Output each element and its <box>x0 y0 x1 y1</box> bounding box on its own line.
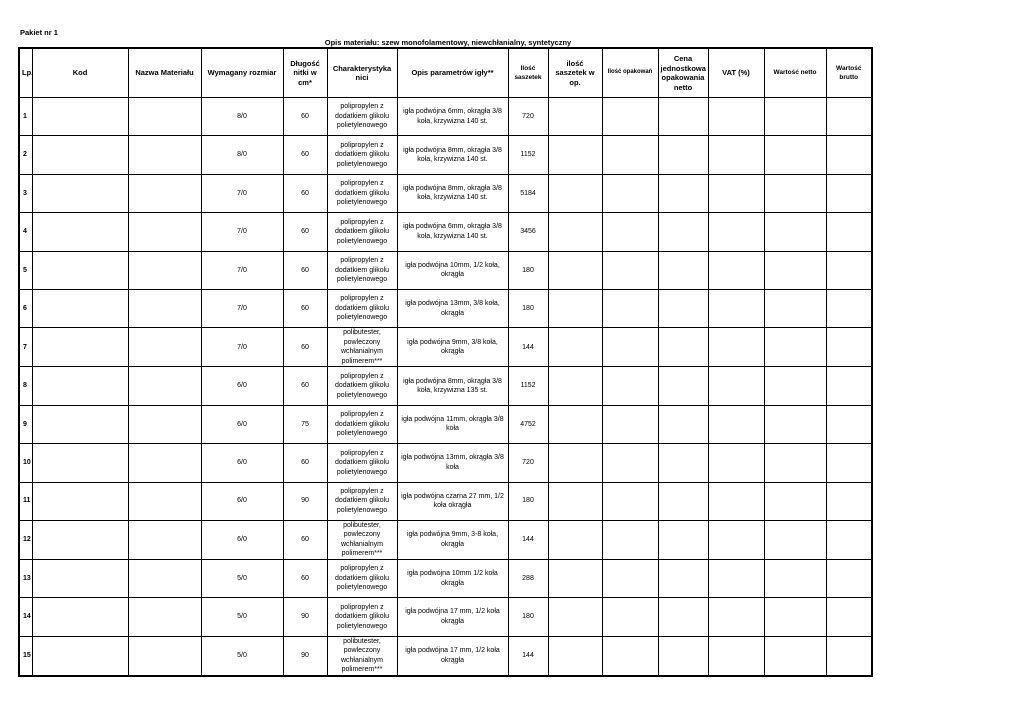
row-lp: 12 <box>19 520 32 559</box>
row-vat <box>708 251 764 289</box>
table-row <box>19 213 872 251</box>
row-ilosc-opakowan <box>602 405 658 443</box>
row-ilosc-saszetek-op <box>548 328 602 367</box>
row-ilosc-saszetek: 180 <box>508 251 548 289</box>
table-row <box>19 520 872 559</box>
table-row <box>19 405 872 443</box>
row-ilosc-saszetek-op <box>548 251 602 289</box>
row-opis-igly: igła podwójna 8mm, okrągła 3/8 koła, krzywizna 135 st. <box>397 367 508 405</box>
row-rozmiar: 5/0 <box>201 598 283 636</box>
row-wartosc-brutto <box>826 598 872 636</box>
row-dlugosc: 90 <box>283 636 327 676</box>
row-lp: 15 <box>19 636 32 676</box>
row-opis-igly: igła podwójna 17 mm, 1/2 koła okrągła <box>397 598 508 636</box>
header-opis-igly: Opis parametrów igły** <box>397 48 508 98</box>
row-opis-igly: igła podwójna 17 mm, 1/2 koła okrągła <box>397 636 508 676</box>
row-cena <box>658 482 708 520</box>
row-charakterystyka: polipropylen z dodatkiem glikolu polietylenowego <box>327 174 397 212</box>
row-vat <box>708 98 764 136</box>
row-cena <box>658 251 708 289</box>
row-rozmiar: 6/0 <box>201 405 283 443</box>
row-ilosc-opakowan <box>602 444 658 482</box>
row-kod <box>32 98 128 136</box>
row-lp: 11 <box>19 482 32 520</box>
row-rozmiar: 8/0 <box>201 98 283 136</box>
header-wartosc-brutto: Wartość brutto <box>826 48 872 98</box>
row-ilosc-opakowan <box>602 98 658 136</box>
row-nazwa <box>128 444 201 482</box>
row-kod <box>32 136 128 174</box>
row-dlugosc: 60 <box>283 289 327 327</box>
row-ilosc-opakowan <box>602 598 658 636</box>
row-wartosc-brutto <box>826 251 872 289</box>
row-dlugosc: 60 <box>283 174 327 212</box>
row-wartosc-netto <box>764 367 826 405</box>
row-opis-igly: igła podwójna 8mm, okrągła 3/8 koła, krzywizna 140 st. <box>397 136 508 174</box>
table-row <box>19 482 872 520</box>
row-rozmiar: 7/0 <box>201 213 283 251</box>
row-cena <box>658 636 708 676</box>
row-rozmiar: 5/0 <box>201 559 283 597</box>
row-ilosc-saszetek-op <box>548 520 602 559</box>
material-description: Opis materiału: szew monofolamentowy, niewchłanialny, syntetyczny <box>324 38 572 47</box>
table-row <box>19 636 872 676</box>
row-rozmiar: 8/0 <box>201 136 283 174</box>
row-dlugosc: 60 <box>283 367 327 405</box>
header-vat: VAT (%) <box>708 48 764 98</box>
row-vat <box>708 559 764 597</box>
row-kod <box>32 636 128 676</box>
row-ilosc-saszetek-op <box>548 174 602 212</box>
row-kod <box>32 328 128 367</box>
row-charakterystyka: polipropylen z dodatkiem glikolu polietylenowego <box>327 559 397 597</box>
row-nazwa <box>128 520 201 559</box>
row-dlugosc: 75 <box>283 405 327 443</box>
row-lp: 14 <box>19 598 32 636</box>
row-ilosc-saszetek-op <box>548 367 602 405</box>
row-ilosc-saszetek: 5184 <box>508 174 548 212</box>
row-kod <box>32 559 128 597</box>
row-rozmiar: 5/0 <box>201 636 283 676</box>
row-ilosc-saszetek: 144 <box>508 520 548 559</box>
row-wartosc-netto <box>764 598 826 636</box>
row-wartosc-netto <box>764 559 826 597</box>
row-cena <box>658 289 708 327</box>
row-ilosc-opakowan <box>602 213 658 251</box>
row-ilosc-saszetek: 1152 <box>508 367 548 405</box>
header-cena: Cena jednostkowa opakowania netto <box>658 48 708 98</box>
row-kod <box>32 367 128 405</box>
row-kod <box>32 289 128 327</box>
row-wartosc-netto <box>764 520 826 559</box>
row-vat <box>708 482 764 520</box>
row-dlugosc: 60 <box>283 444 327 482</box>
row-ilosc-saszetek-op <box>548 98 602 136</box>
package-label: Pakiet nr 1 <box>20 28 58 37</box>
row-nazwa <box>128 559 201 597</box>
header-lp: Lp. <box>19 48 32 98</box>
row-ilosc-saszetek: 3456 <box>508 213 548 251</box>
row-vat <box>708 636 764 676</box>
table-row <box>19 559 872 597</box>
row-wartosc-brutto <box>826 444 872 482</box>
row-rozmiar: 7/0 <box>201 251 283 289</box>
row-charakterystyka: polipropylen z dodatkiem glikolu polietylenowego <box>327 251 397 289</box>
row-charakterystyka: polipropylen z dodatkiem glikolu polietylenowego <box>327 367 397 405</box>
row-wartosc-brutto <box>826 520 872 559</box>
row-ilosc-saszetek: 144 <box>508 636 548 676</box>
row-kod <box>32 251 128 289</box>
row-dlugosc: 60 <box>283 251 327 289</box>
row-lp: 7 <box>19 328 32 367</box>
row-nazwa <box>128 405 201 443</box>
row-opis-igly: igła podwójna 9mm, 3/8 koła, okrągła <box>397 328 508 367</box>
table-row <box>19 367 872 405</box>
row-ilosc-opakowan <box>602 636 658 676</box>
table-row <box>19 328 872 367</box>
row-lp: 3 <box>19 174 32 212</box>
row-lp: 4 <box>19 213 32 251</box>
header-nazwa: Nazwa Materiału <box>128 48 201 98</box>
row-charakterystyka: polipropylen z dodatkiem glikolu polietylenowego <box>327 98 397 136</box>
row-ilosc-opakowan <box>602 136 658 174</box>
row-wartosc-brutto <box>826 98 872 136</box>
row-opis-igly: igła podwójna 13mm, 3/8 koła, okrągła <box>397 289 508 327</box>
row-charakterystyka: polibutester, powleczony wchłanialnym polimerem*** <box>327 636 397 676</box>
row-opis-igly: igła podwójna czarna 27 mm, 1/2 koła okrągła <box>397 482 508 520</box>
row-ilosc-saszetek: 4752 <box>508 405 548 443</box>
table-row <box>19 598 872 636</box>
row-wartosc-brutto <box>826 174 872 212</box>
row-rozmiar: 6/0 <box>201 367 283 405</box>
row-charakterystyka: polipropylen z dodatkiem glikolu polietylenowego <box>327 213 397 251</box>
row-lp: 10 <box>19 444 32 482</box>
row-wartosc-brutto <box>826 559 872 597</box>
row-nazwa <box>128 136 201 174</box>
row-cena <box>658 98 708 136</box>
table-row <box>19 444 872 482</box>
row-ilosc-saszetek: 180 <box>508 482 548 520</box>
row-kod <box>32 598 128 636</box>
header-ilosc-saszetek-op: ilość saszetek w op. <box>548 48 602 98</box>
row-lp: 13 <box>19 559 32 597</box>
row-cena <box>658 136 708 174</box>
row-wartosc-brutto <box>826 636 872 676</box>
row-cena <box>658 559 708 597</box>
row-charakterystyka: polipropylen z dodatkiem glikolu polietylenowego <box>327 289 397 327</box>
row-rozmiar: 7/0 <box>201 328 283 367</box>
row-vat <box>708 598 764 636</box>
row-nazwa <box>128 98 201 136</box>
row-cena <box>658 405 708 443</box>
row-cena <box>658 174 708 212</box>
row-ilosc-saszetek-op <box>548 213 602 251</box>
row-wartosc-netto <box>764 328 826 367</box>
row-nazwa <box>128 251 201 289</box>
row-vat <box>708 289 764 327</box>
row-cena <box>658 367 708 405</box>
row-wartosc-brutto <box>826 136 872 174</box>
row-opis-igly: igła podwójna 13mm, okrągła 3/8 koła <box>397 444 508 482</box>
row-vat <box>708 174 764 212</box>
row-nazwa <box>128 636 201 676</box>
row-kod <box>32 213 128 251</box>
row-wartosc-netto <box>764 405 826 443</box>
row-kod <box>32 174 128 212</box>
row-charakterystyka: polibutester, powleczony wchłanialnym polimerem*** <box>327 328 397 367</box>
row-wartosc-brutto <box>826 405 872 443</box>
row-dlugosc: 90 <box>283 482 327 520</box>
row-ilosc-opakowan <box>602 559 658 597</box>
row-kod <box>32 405 128 443</box>
row-vat <box>708 367 764 405</box>
row-charakterystyka: polipropylen z dodatkiem glikolu polietylenowego <box>327 482 397 520</box>
row-ilosc-saszetek: 144 <box>508 328 548 367</box>
row-kod <box>32 444 128 482</box>
row-cena <box>658 598 708 636</box>
header-kod: Kod <box>32 48 128 98</box>
row-wartosc-netto <box>764 444 826 482</box>
row-nazwa <box>128 213 201 251</box>
row-nazwa <box>128 328 201 367</box>
header-charakterystyka: Charakterystyka nici <box>327 48 397 98</box>
row-wartosc-netto <box>764 98 826 136</box>
row-lp: 6 <box>19 289 32 327</box>
row-dlugosc: 60 <box>283 559 327 597</box>
row-nazwa <box>128 367 201 405</box>
row-ilosc-saszetek-op <box>548 482 602 520</box>
row-ilosc-saszetek-op <box>548 289 602 327</box>
row-opis-igly: igła podwójna 6mm, okrągła 3/8 koła, krzywizna 140 st. <box>397 213 508 251</box>
row-charakterystyka: polipropylen z dodatkiem glikolu polietylenowego <box>327 136 397 174</box>
row-cena <box>658 520 708 559</box>
row-rozmiar: 6/0 <box>201 520 283 559</box>
row-dlugosc: 60 <box>283 213 327 251</box>
row-vat <box>708 328 764 367</box>
row-wartosc-netto <box>764 174 826 212</box>
table-row <box>19 174 872 212</box>
table-body <box>19 98 872 676</box>
row-charakterystyka: polipropylen z dodatkiem glikolu polietylenowego <box>327 444 397 482</box>
row-wartosc-netto <box>764 213 826 251</box>
row-dlugosc: 60 <box>283 136 327 174</box>
row-ilosc-saszetek: 1152 <box>508 136 548 174</box>
row-nazwa <box>128 289 201 327</box>
row-dlugosc: 60 <box>283 328 327 367</box>
row-ilosc-opakowan <box>602 367 658 405</box>
row-nazwa <box>128 598 201 636</box>
row-ilosc-saszetek-op <box>548 444 602 482</box>
row-vat <box>708 444 764 482</box>
header-wartosc-netto: Wartość netto <box>764 48 826 98</box>
table-row <box>19 136 872 174</box>
row-kod <box>32 482 128 520</box>
row-ilosc-saszetek: 720 <box>508 98 548 136</box>
row-ilosc-opakowan <box>602 328 658 367</box>
row-ilosc-saszetek-op <box>548 136 602 174</box>
row-opis-igly: igła podwójna 6mm, okrągła 3/8 koła, krzywizna 140 st. <box>397 98 508 136</box>
row-lp: 5 <box>19 251 32 289</box>
row-ilosc-saszetek: 180 <box>508 598 548 636</box>
header-dlugosc: Długość nitki w cm* <box>283 48 327 98</box>
row-wartosc-netto <box>764 482 826 520</box>
row-vat <box>708 405 764 443</box>
header-ilosc-saszetek: Ilość saszetek <box>508 48 548 98</box>
row-charakterystyka: polibutester, powleczony wchłanialnym polimerem*** <box>327 520 397 559</box>
row-charakterystyka: polipropylen z dodatkiem glikolu polietylenowego <box>327 405 397 443</box>
row-ilosc-saszetek-op <box>548 636 602 676</box>
sutures-table <box>18 47 873 677</box>
row-rozmiar: 7/0 <box>201 289 283 327</box>
row-opis-igly: igła podwójna 11mm, okrągła 3/8 koła <box>397 405 508 443</box>
row-kod <box>32 520 128 559</box>
row-wartosc-brutto <box>826 289 872 327</box>
row-nazwa <box>128 174 201 212</box>
table-row <box>19 251 872 289</box>
row-cena <box>658 328 708 367</box>
row-opis-igly: igła podwójna 10mm 1/2 koła okrągła <box>397 559 508 597</box>
row-ilosc-opakowan <box>602 174 658 212</box>
row-wartosc-netto <box>764 136 826 174</box>
row-ilosc-opakowan <box>602 482 658 520</box>
row-cena <box>658 444 708 482</box>
row-wartosc-brutto <box>826 328 872 367</box>
row-vat <box>708 213 764 251</box>
row-nazwa <box>128 482 201 520</box>
row-ilosc-saszetek: 720 <box>508 444 548 482</box>
row-wartosc-brutto <box>826 482 872 520</box>
table-row <box>19 289 872 327</box>
row-ilosc-opakowan <box>602 520 658 559</box>
row-dlugosc: 60 <box>283 520 327 559</box>
row-ilosc-opakowan <box>602 251 658 289</box>
row-dlugosc: 60 <box>283 98 327 136</box>
row-rozmiar: 6/0 <box>201 482 283 520</box>
row-charakterystyka: polipropylen z dodatkiem glikolu polietylenowego <box>327 598 397 636</box>
row-opis-igly: igła podwójna 8mm, okrągła 3/8 koła, krzywizna 140 st. <box>397 174 508 212</box>
row-lp: 8 <box>19 367 32 405</box>
row-ilosc-saszetek: 180 <box>508 289 548 327</box>
row-lp: 9 <box>19 405 32 443</box>
row-opis-igly: igła podwójna 9mm, 3-8 koła, okrągła <box>397 520 508 559</box>
row-ilosc-saszetek: 288 <box>508 559 548 597</box>
row-vat <box>708 136 764 174</box>
row-rozmiar: 7/0 <box>201 174 283 212</box>
row-wartosc-brutto <box>826 213 872 251</box>
header-rozmiar: Wymagany rozmiar <box>201 48 283 98</box>
row-wartosc-netto <box>764 289 826 327</box>
row-ilosc-opakowan <box>602 289 658 327</box>
row-wartosc-brutto <box>826 367 872 405</box>
row-ilosc-saszetek-op <box>548 405 602 443</box>
row-cena <box>658 213 708 251</box>
row-ilosc-saszetek-op <box>548 559 602 597</box>
row-dlugosc: 90 <box>283 598 327 636</box>
row-ilosc-saszetek-op <box>548 598 602 636</box>
row-wartosc-netto <box>764 251 826 289</box>
row-rozmiar: 6/0 <box>201 444 283 482</box>
row-opis-igly: igła podwójna 10mm, 1/2 koła, okrągła <box>397 251 508 289</box>
header-ilosc-opakowan: Ilość opakowań <box>602 48 658 98</box>
row-vat <box>708 520 764 559</box>
row-lp: 2 <box>19 136 32 174</box>
row-wartosc-netto <box>764 636 826 676</box>
header-row <box>19 48 872 98</box>
table-row <box>19 98 872 136</box>
row-lp: 1 <box>19 98 32 136</box>
